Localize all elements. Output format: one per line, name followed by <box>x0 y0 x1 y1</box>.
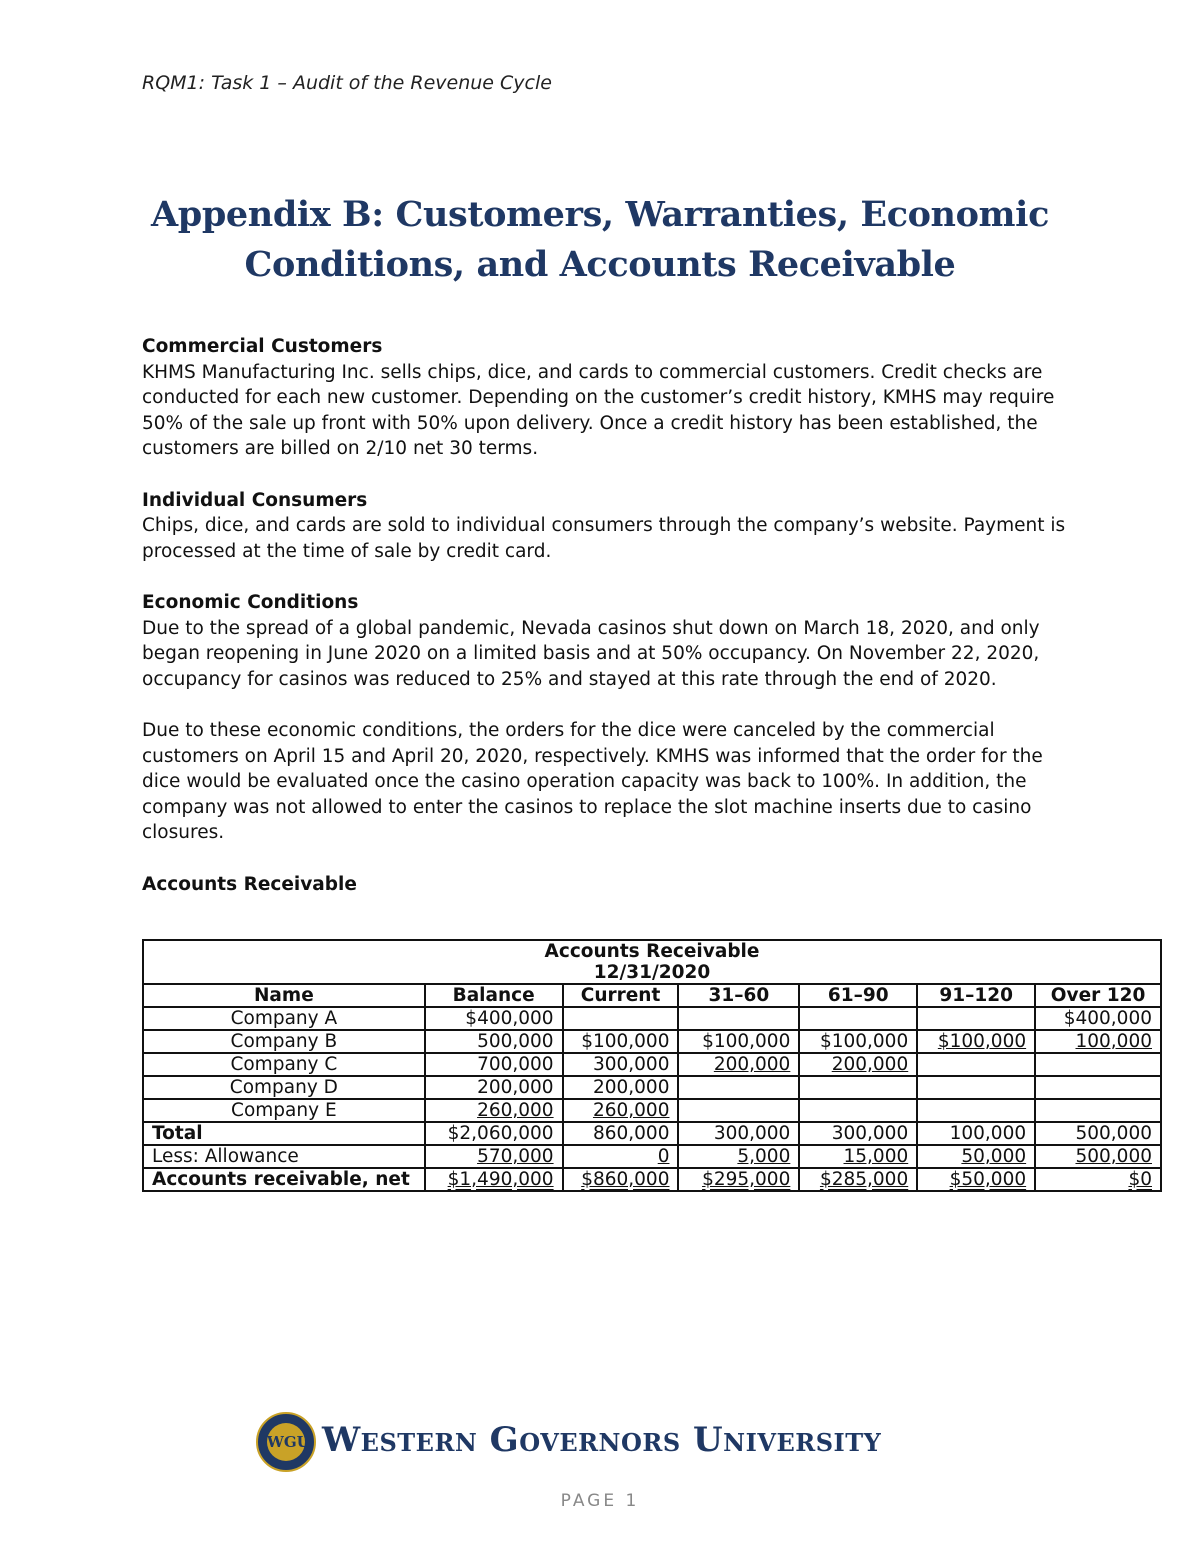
cell: 200,000 <box>678 1053 799 1076</box>
economic-heading: Economic Conditions <box>142 592 359 613</box>
seal-monogram: WGU <box>267 1423 305 1461</box>
cell: 500,000 <box>1035 1145 1161 1168</box>
wgu-logo <box>256 1412 906 1472</box>
table-row <box>143 1076 1161 1099</box>
running-header: RQM1: Task 1 – Audit of the Revenue Cycle <box>142 72 552 94</box>
col-header-over-120: Over 120 <box>1035 984 1161 1007</box>
row-name: Company D <box>143 1076 425 1099</box>
cell: 200,000 <box>799 1053 917 1076</box>
cell <box>917 1007 1035 1030</box>
cell: $100,000 <box>799 1030 917 1053</box>
cell: 100,000 <box>917 1122 1035 1145</box>
col-header-61-90: 61–90 <box>799 984 917 1007</box>
cell: $100,000 <box>917 1030 1035 1053</box>
cell: 15,000 <box>799 1145 917 1168</box>
cell: 0 <box>563 1145 679 1168</box>
ar-heading: Accounts Receivable <box>142 873 357 895</box>
university-seal-icon <box>256 1412 316 1472</box>
cell <box>678 1076 799 1099</box>
cell <box>563 1007 679 1030</box>
table-caption-title: Accounts Receivable <box>544 941 760 962</box>
cell: $400,000 <box>1035 1007 1161 1030</box>
allowance-label: Less: Allowance <box>143 1145 425 1168</box>
row-name: Company E <box>143 1099 425 1122</box>
cell: $400,000 <box>425 1007 563 1030</box>
cell: 300,000 <box>678 1122 799 1145</box>
document-body <box>142 334 1072 897</box>
cell <box>1035 1099 1161 1122</box>
cell: 700,000 <box>425 1053 563 1076</box>
university-wordmark: Western Governors University <box>322 1420 882 1460</box>
cell <box>678 1007 799 1030</box>
page-title <box>100 190 1100 290</box>
cell <box>799 1076 917 1099</box>
commercial-body: KHMS Manufacturing Inc. sells chips, dice, and cards to commercial customers. Credit checks are conducted for each new customer. Depending on the customer’s credit history, KMHS may require 50% of the sale up front with 50% upon delivery. Once a credit history has been established, the customers are billed on 2/10 net 30 terms. <box>142 361 1055 459</box>
cell: $0 <box>1035 1168 1161 1191</box>
cell <box>917 1053 1035 1076</box>
cell <box>917 1099 1035 1122</box>
cell <box>678 1099 799 1122</box>
table-header-row <box>143 984 1161 1007</box>
table-caption-date: 12/31/2020 <box>593 962 711 983</box>
cell <box>799 1099 917 1122</box>
table-row <box>143 1053 1161 1076</box>
table-caption <box>143 940 1161 984</box>
cell: 200,000 <box>563 1076 679 1099</box>
allowance-row <box>143 1145 1161 1168</box>
title-line-2: Conditions, and Accounts Receivable <box>244 244 956 285</box>
cell: $50,000 <box>917 1168 1035 1191</box>
table-row <box>143 1007 1161 1030</box>
col-header-current: Current <box>563 984 679 1007</box>
total-row <box>143 1122 1161 1145</box>
cell: $1,490,000 <box>425 1168 563 1191</box>
net-row <box>143 1168 1161 1191</box>
cell: 860,000 <box>563 1122 679 1145</box>
cell: $100,000 <box>678 1030 799 1053</box>
col-header-91-120: 91–120 <box>917 984 1035 1007</box>
cell: 5,000 <box>678 1145 799 1168</box>
cell: $295,000 <box>678 1168 799 1191</box>
cell: 500,000 <box>425 1030 563 1053</box>
table-row <box>143 1030 1161 1053</box>
net-label: Accounts receivable, net <box>143 1168 425 1191</box>
cell: 50,000 <box>917 1145 1035 1168</box>
table-caption-row <box>143 940 1161 984</box>
individual-heading: Individual Consumers <box>142 489 368 511</box>
row-name: Company A <box>143 1007 425 1030</box>
commercial-heading: Commercial Customers <box>142 336 383 357</box>
col-header-31-60: 31–60 <box>678 984 799 1007</box>
col-header-balance: Balance <box>425 984 563 1007</box>
table-row <box>143 1099 1161 1122</box>
cell: 300,000 <box>563 1053 679 1076</box>
cell: $285,000 <box>799 1168 917 1191</box>
individual-body: Chips, dice, and cards are sold to individual consumers through the company’s website. Payment is processed at the time of sale by credit card. <box>142 515 1066 562</box>
cell: 100,000 <box>1035 1030 1161 1053</box>
cell: 200,000 <box>425 1076 563 1099</box>
cell <box>1035 1053 1161 1076</box>
cell: $2,060,000 <box>425 1122 563 1145</box>
cell <box>1035 1076 1161 1099</box>
row-name: Company B <box>143 1030 425 1053</box>
page-number: PAGE 1 <box>560 1491 640 1511</box>
economic-body-2: Due to these economic conditions, the orders for the dice were canceled by the commercial customers on April 15 and April 20, 2020, respectively. KMHS was informed that the order for the dice would be evaluated once the casino operation capacity was back to 100%. In addition, the company was not allowed to enter the casinos to replace the slot machine inserts due to casino closures. <box>142 720 1043 843</box>
col-header-name: Name <box>143 984 425 1007</box>
cell: 500,000 <box>1035 1122 1161 1145</box>
row-name: Company C <box>143 1053 425 1076</box>
cell: $100,000 <box>563 1030 679 1053</box>
cell <box>799 1007 917 1030</box>
cell: 260,000 <box>563 1099 679 1122</box>
economic-body-1: Due to the spread of a global pandemic, Nevada casinos shut down on March 18, 2020, and only began reopening in June 2020 on a limited basis and at 50% occupancy. On November 22, 2020, occupancy for casinos was reduced to 25% and stayed at this rate through the end of 2020. <box>142 617 1040 690</box>
cell <box>917 1076 1035 1099</box>
total-label: Total <box>143 1122 425 1145</box>
accounts-receivable-table <box>142 939 1162 1192</box>
title-line-1: Appendix B: Customers, Warranties, Economic <box>151 194 1049 235</box>
cell: 300,000 <box>799 1122 917 1145</box>
cell: $860,000 <box>563 1168 679 1191</box>
cell: 570,000 <box>425 1145 563 1168</box>
cell: 260,000 <box>425 1099 563 1122</box>
